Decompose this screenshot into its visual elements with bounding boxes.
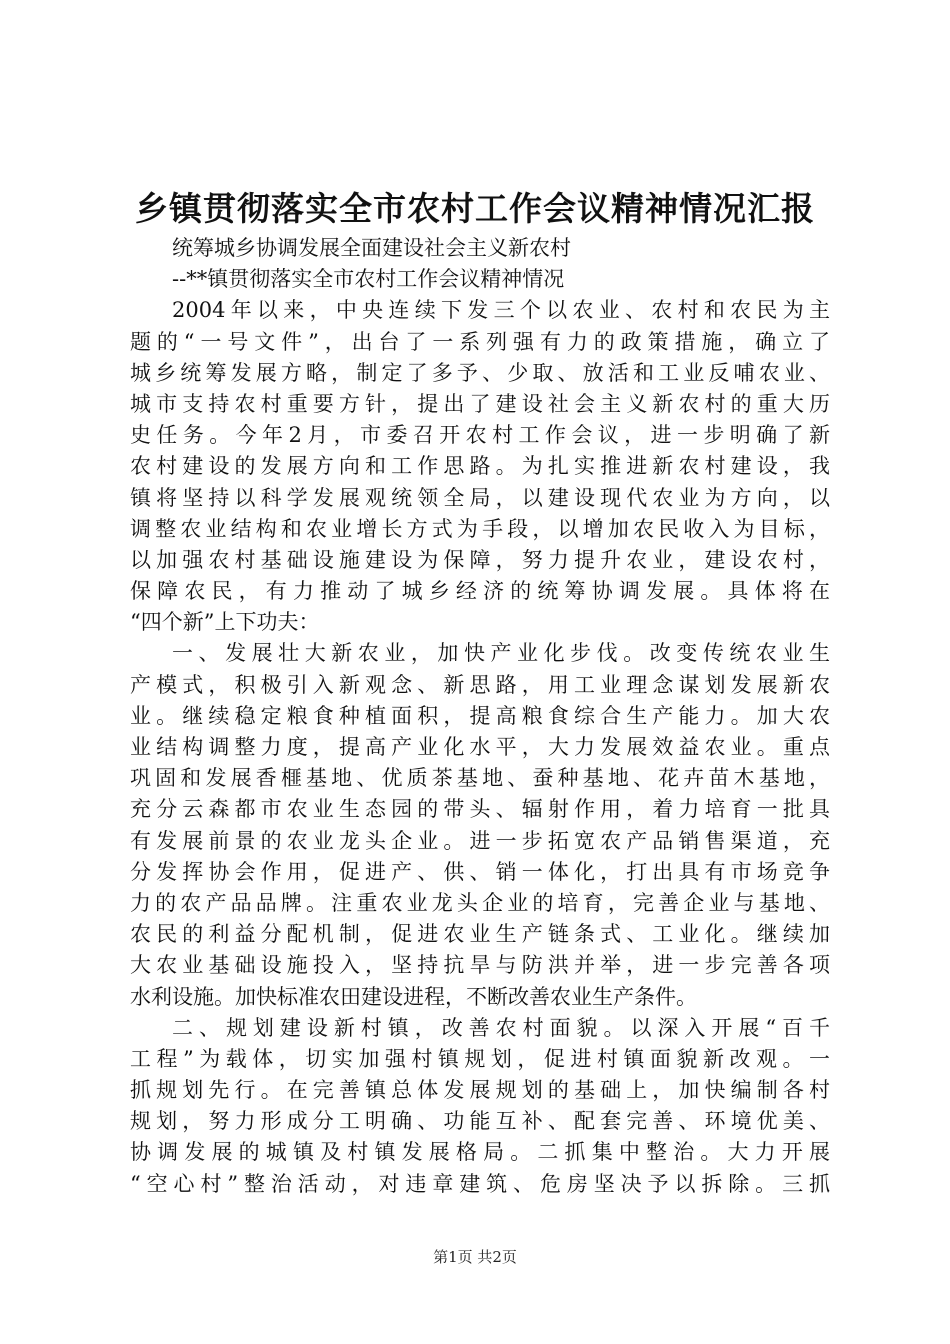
text-line: 农民的利益分配机制，促进农业生产链条式、工业化。继续加	[130, 922, 830, 947]
text-line: 以加强农村基础设施建设为保障，努力提升农业，建设农村，	[130, 547, 830, 572]
text-line: 充分云森都市农业生态园的带头、辐射作用，着力培育一批具	[130, 797, 830, 822]
text-line: “空心村”整治活动，对违章建筑、危房坚决予以拆除。三抓	[130, 1171, 830, 1196]
text-line: 调整农业结构和农业增长方式为手段，以增加农民收入为目标，	[130, 516, 830, 541]
text-line: 分发挥协会作用，促进产、供、销一体化，打出具有市场竞争	[130, 859, 830, 884]
text-line: 大农业基础设施投入，坚持抗旱与防洪并举，进一步完善各项	[130, 953, 830, 978]
text-line: 统筹城乡协调发展全面建设社会主义新农村	[172, 236, 571, 260]
text-line: 业结构调整力度，提高产业化水平，大力发展效益农业。重点	[130, 735, 830, 759]
text-line: 协调发展的城镇及村镇发展格局。二抓集中整治。大力开展	[130, 1140, 830, 1165]
text-line: 有发展前景的农业龙头企业。进一步拓宽农产品销售渠道，充	[130, 828, 830, 853]
text-line: 保障农民，有力推动了城乡经济的统筹协调发展。具体将在	[130, 579, 830, 604]
text-line: 题的“一号文件”，出台了一系列强有力的政策措施，确立了	[130, 329, 830, 354]
text-line: 一、发展壮大新农业，加快产业化步伐。改变传统农业生	[172, 641, 830, 666]
text-line: 巩固和发展香榧基地、优质茶基地、蚕种基地、花卉苗木基地，	[130, 766, 830, 791]
text-line: 水利设施。加快标准农田建设进程，不断改善农业生产条件。	[130, 984, 697, 1009]
text-line: 城乡统筹发展方略，制定了多予、少取、放活和工业反哺农业、	[130, 360, 830, 385]
text-line: --**镇贯彻落实全市农村工作会议精神情况	[172, 267, 565, 292]
text-line: 抓规划先行。在完善镇总体发展规划的基础上，加快编制各村	[130, 1078, 830, 1103]
text-line: “四个新”上下功夫：	[130, 610, 320, 635]
page-footer: 第1页 共2页	[433, 1248, 517, 1266]
text-line: 规划，努力形成分工明确、功能互补、配套完善、环境优美、	[130, 1109, 830, 1134]
text-line: 力的农产品品牌。注重农业龙头企业的培育，完善企业与基地、	[130, 890, 830, 915]
text-line: 产模式，积极引入新观念、新思路，用工业理念谋划发展新农	[130, 672, 830, 697]
document-body	[130, 233, 830, 1200]
text-line: 镇将坚持以科学发展观统领全局，以建设现代农业为方向，以	[130, 485, 830, 510]
text-line: 城市支持农村重要方针，提出了建设社会主义新农村的重大历	[130, 391, 830, 416]
text-line: 二、规划建设新村镇，改善农村面貌。以深入开展“百千	[172, 1015, 830, 1040]
text-line: 农村建设的发展方向和工作思路。为扎实推进新农村建设，我	[130, 454, 830, 479]
document-title: 乡镇贯彻落实全市农村工作会议精神情况汇报	[135, 189, 815, 228]
text-line: 工程”为载体，切实加强村镇规划，促进村镇面貌新改观。一	[130, 1046, 830, 1071]
text-line: 业。继续稳定粮食种植面积，提高粮食综合生产能力。加大农	[130, 703, 830, 728]
text-line: 2004年以来，中央连续下发三个以农业、农村和农民为主	[172, 298, 830, 323]
text-line: 史任务。今年2月，市委召开农村工作会议，进一步明确了新	[130, 423, 830, 448]
